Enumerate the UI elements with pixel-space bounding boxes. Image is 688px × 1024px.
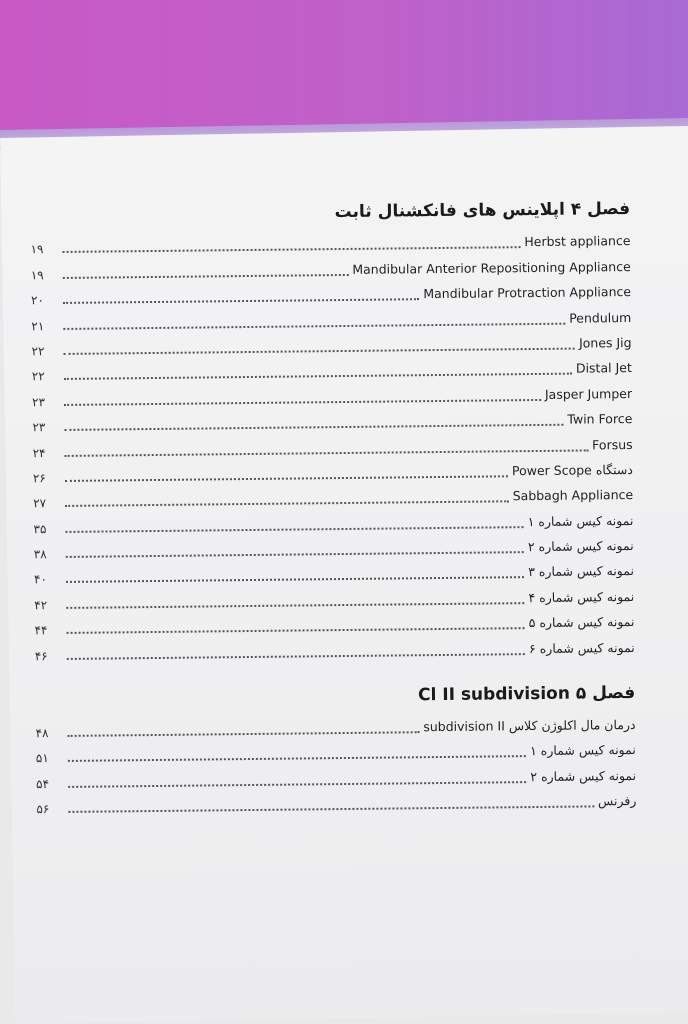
chapter-4-title: فصل ۴ اپلاینس های فانکشنال ثابت bbox=[334, 198, 631, 223]
entry-label: Jones Jig bbox=[578, 334, 632, 351]
chapter-5-title-text: فصل ۵ Cl II subdivision bbox=[417, 682, 636, 705]
page-number: ۲۶ bbox=[32, 471, 46, 486]
chapter-5-entries bbox=[35, 709, 636, 817]
entry-label: نمونه کیس شماره ۳ bbox=[528, 563, 635, 580]
page-number: ۱۹ bbox=[30, 242, 44, 257]
entry-label: Twin Force bbox=[567, 411, 633, 427]
toc-entry bbox=[36, 785, 636, 817]
entry-label: Jasper Jumper bbox=[544, 385, 633, 402]
entry-label: Pendulum bbox=[569, 309, 632, 326]
entry-label: نمونه کیس شماره ۱ bbox=[529, 742, 636, 759]
page-number: ۲۳ bbox=[32, 420, 46, 435]
page-number: ۲۴ bbox=[32, 445, 46, 460]
entry-label: نمونه کیس شماره ۵ bbox=[528, 614, 635, 631]
entry-label: نمونه کیس شماره ۲ bbox=[530, 767, 637, 784]
page-number: ۳۸ bbox=[33, 547, 47, 562]
page-number: ۲۰ bbox=[30, 293, 45, 308]
entry-label: نمونه کیس شماره ۱ bbox=[527, 512, 634, 529]
entry-label: Mandibular Protraction Appliance bbox=[423, 284, 632, 302]
entry-label: نمونه کیس شماره ۴ bbox=[528, 588, 635, 605]
page-number: ۲۷ bbox=[33, 496, 47, 511]
page-number: ۴۰ bbox=[33, 572, 47, 587]
page-number: ۴۸ bbox=[35, 726, 49, 741]
entry-label: Mandibular Anterior Repositioning Appliance bbox=[352, 258, 631, 277]
page-number: ۲۲ bbox=[31, 344, 45, 359]
page-number: ۲۱ bbox=[31, 318, 45, 333]
entry-label: دستگاه Power Scope bbox=[511, 461, 633, 479]
page-number: ۲۳ bbox=[32, 394, 46, 410]
page-number: ۱۹ bbox=[30, 267, 44, 283]
page-number: ۴۴ bbox=[34, 623, 48, 638]
dot-leader bbox=[68, 806, 594, 814]
entry-label: Forsus bbox=[592, 436, 633, 452]
page-number: ۴۲ bbox=[34, 597, 48, 613]
page-number: ۵۱ bbox=[35, 751, 49, 766]
page-number: ۵۶ bbox=[36, 802, 50, 817]
entry-label: Sabbagh Appliance bbox=[512, 487, 634, 504]
entry-label: رفرنس bbox=[597, 793, 637, 809]
entry-label: Distal Jet bbox=[575, 360, 632, 376]
dot-leader bbox=[63, 274, 349, 279]
chapter-5-title bbox=[35, 679, 635, 713]
page-number: ۴۶ bbox=[34, 648, 48, 663]
entry-label: درمان مال اکلوژن کلاس subdivision II bbox=[423, 717, 636, 735]
table-of-contents bbox=[30, 195, 637, 861]
entry-label: Herbst appliance bbox=[524, 233, 631, 250]
page-number: ۳۵ bbox=[33, 521, 47, 536]
page-number: ۲۲ bbox=[31, 369, 45, 384]
chapter-4-entries bbox=[30, 225, 634, 663]
entry-label: نمونه کیس شماره ۲ bbox=[527, 538, 634, 555]
entry-label: نمونه کیس شماره ۶ bbox=[528, 639, 635, 656]
page-number: ۵۴ bbox=[36, 776, 50, 792]
